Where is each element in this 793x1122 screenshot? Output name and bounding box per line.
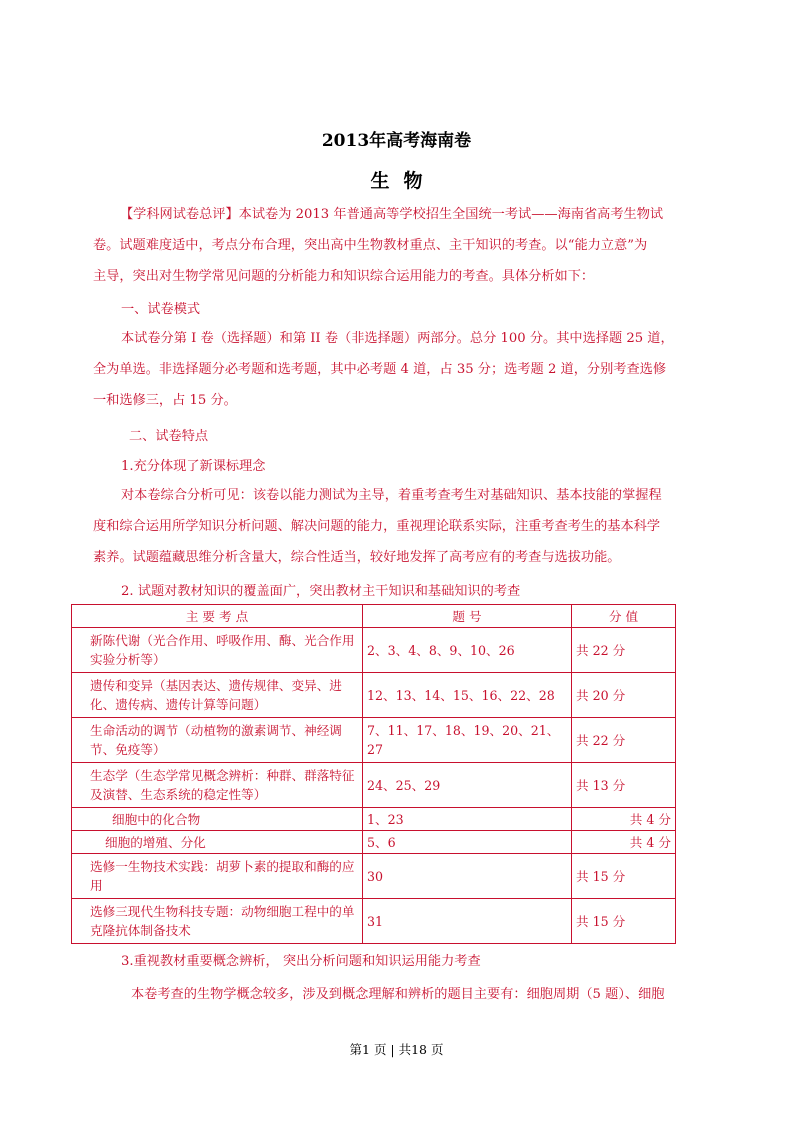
score-cell: 共 13 分 [572,763,676,808]
table-row [72,673,676,718]
table-row [72,854,676,899]
table-row [72,831,676,854]
summary-line: 主导，突出对生物学常见问题的分析能力和知识综合运用能力的考查。具体分析如下： [93,269,595,284]
subject-title: 生物 [370,170,437,192]
point2-heading: 2. 试题对教材知识的覆盖面广，突出教材主干知识和基础知识的考查 [121,584,521,599]
score-cell: 共 20 分 [572,673,676,718]
section1-line: 一和选修三，占 15 分。 [93,393,237,408]
score-cell: 共 22 分 [572,628,676,673]
questions-cell: 5、6 [363,831,572,854]
questions-cell: 30 [363,854,572,899]
section1-paragraph [93,329,703,422]
score-cell: 共 4 分 [572,831,676,854]
table-row [72,899,676,944]
topic-cell: 细胞中的化合物 [72,808,363,831]
score-cell: 共 15 分 [572,854,676,899]
point1-line: 对本卷综合分析可见：该卷以能力测试为主导，着重考查考生对基础知识、基本技能的掌握程 [121,488,662,503]
header-topic: 主 要 考 点 [72,605,363,628]
knowledge-points-table [71,604,676,944]
questions-cell: 2、3、4、8、9、10、26 [363,628,572,673]
summary-line: 卷。试题难度适中，考点分布合理，突出高中生物教材重点、主干知识的考查。以“能力立意”为 [93,238,648,253]
point1-line: 度和综合运用所学知识分析问题、解决问题的能力，重视理论联系实际，注重考查考生的基本科学 [93,519,661,534]
topic-cell: 生态学（生态学常见概念辨析：种群、群落特征及演替、生态系统的稳定性等） [72,763,363,808]
point1-heading: 1.充分体现了新课标理念 [121,459,266,474]
questions-cell: 31 [363,899,572,944]
section3-heading: 3.重视教材重要概念辨析， 突出分析问题和知识运用能力考查 [121,954,481,969]
score-cell: 共 4 分 [572,808,676,831]
topic-cell: 新陈代谢（光合作用、呼吸作用、酶、光合作用实验分析等） [72,628,363,673]
score-cell: 共 22 分 [572,718,676,763]
table-row [72,628,676,673]
topic-cell: 选修一生物技术实践：胡萝卜素的提取和酶的应用 [72,854,363,899]
section1-heading: 一、试卷模式 [121,302,201,317]
page-footer: 第1 页 | 共18 页 [349,1042,444,1057]
table-row [72,808,676,831]
score-cell: 共 15 分 [572,899,676,944]
section1-line: 本试卷分第 I 卷（选择题）和第 II 卷（非选择题）两部分。总分 100 分。其中选择题 25 道， [121,331,674,346]
topic-cell: 选修三现代生物科技专题：动物细胞工程中的单克隆抗体制备技术 [72,899,363,944]
point1-paragraph [93,486,703,579]
summary-paragraph [93,205,701,298]
document-title: 2013年高考海南卷 [321,131,472,151]
section3-line: 本卷考查的生物学概念较多，涉及到概念理解和辨析的题目主要有：细胞周期（5 题）、细胞 [131,987,665,1002]
questions-cell: 1、23 [363,808,572,831]
questions-cell: 24、25、29 [363,763,572,808]
header-score: 分 值 [572,605,676,628]
topic-cell: 遗传和变异（基因表达、遗传规律、变异、进化、遗传病、遗传计算等问题） [72,673,363,718]
table-header-row [72,605,676,628]
section1-line: 全为单选。非选择题分必考题和选考题，其中必考题 4 道，占 35 分；选考题 2 道，分别考查选修 [93,362,667,377]
table-row [72,718,676,763]
questions-cell: 12、13、14、15、16、22、28 [363,673,572,718]
header-questions: 题 号 [363,605,572,628]
point1-line: 素养。试题蕴藏思维分析含量大，综合性适当，较好地发挥了高考应有的考查与选拔功能。 [93,550,621,565]
section2-heading: 二、试卷特点 [129,429,209,444]
table-row [72,763,676,808]
questions-cell: 7、11、17、18、19、20、21、27 [363,718,572,763]
topic-cell: 细胞的增殖、分化 [72,831,363,854]
summary-line: 【学科网试卷总评】本试卷为 2013 年普通高等学校招生全国统一考试——海南省高考生物试 [120,207,664,222]
topic-cell: 生命活动的调节（动植物的激素调节、神经调节、免疫等） [72,718,363,763]
